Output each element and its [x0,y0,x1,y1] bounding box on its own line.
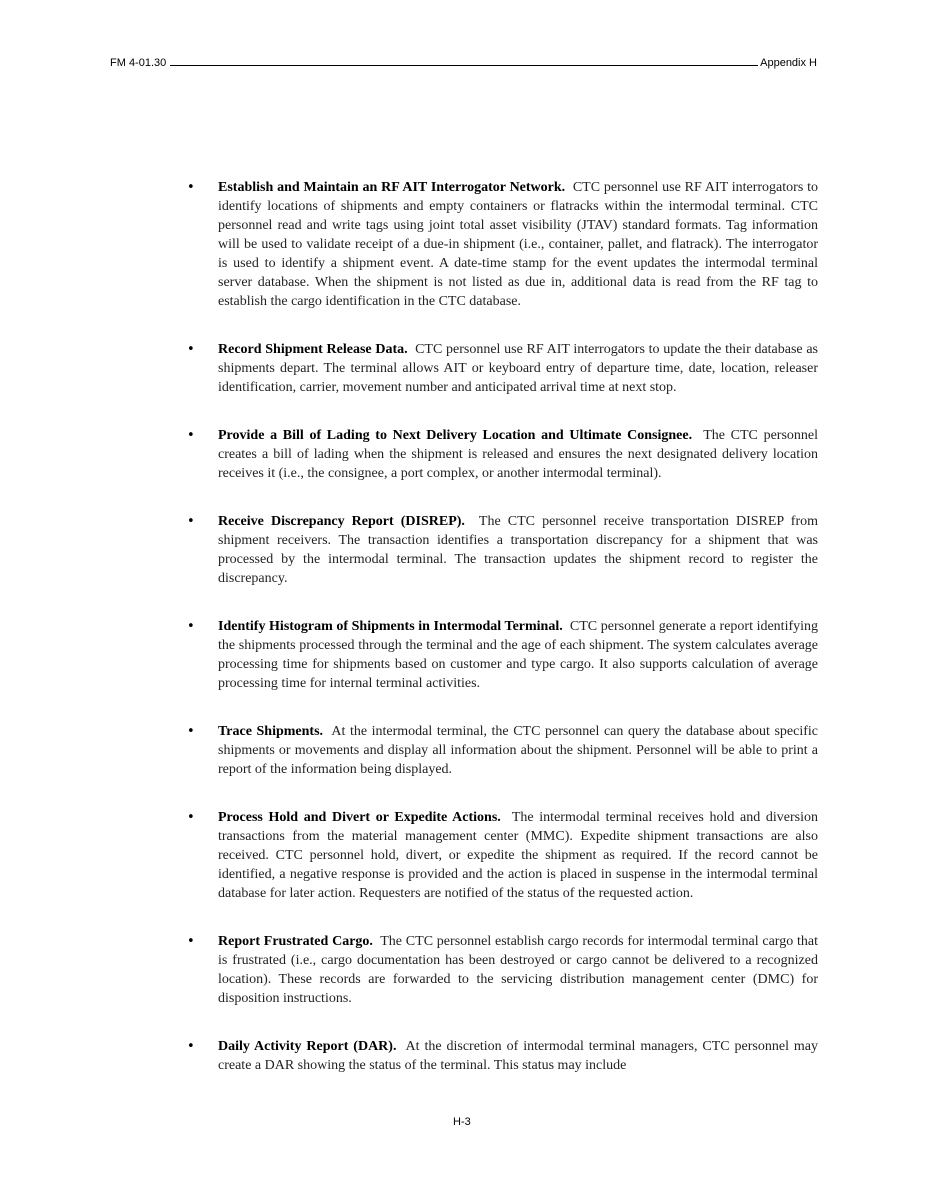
item-title: Identify Histogram of Shipments in Intermodal Terminal. [218,619,563,634]
page-number: H-3 [453,1116,471,1128]
item-body: At the discretion of intermodal terminal managers, CTC personnel may create a DAR showing the status of the terminal. This status may include [218,1039,818,1073]
item-body: The CTC personnel establish cargo records for intermodal terminal cargo that is frustrated (i.e., cargo documentation has been destroyed or cargo cannot be delivered to a recognized location). These records are forwarded to the servicing distribution management center (DMC) for disposition instructions. [218,934,818,1006]
header-rule [170,65,758,66]
item-title: Process Hold and Divert or Expedite Actions. [218,810,501,825]
item-body: The CTC personnel receive transportation DISREP from shipment receivers. The transaction identifies a transportation discrepancy for a shipment that was processed by the intermodal terminal. The transaction updates the shipment record to register the discrepancy. [218,514,819,586]
item-body: The CTC personnel creates a bill of lading when the shipment is released and ensures the next designated delivery location receives it (i.e., the consignee, a port complex, or another intermodal terminal). [218,428,819,481]
list-item [218,722,818,779]
item-body: CTC personnel use RF AIT interrogators to identify locations of shipments and empty containers or flatracks within the intermodal terminal. CTC personnel read and write tags using joint total asset visibility (JTAV) standard formats. Tag information will be used to validate receipt of a due-in shipment (i.e., container, pallet, and flatrack). The interrogator is used to identify a shipment event. A date-time stamp for the event updates the intermodal terminal server database. When the shipment is not listed as due in, additional data is read from the RF tag to establish the cargo identification in the CTC database. [218,180,818,309]
list-item [218,426,818,483]
list-item [218,617,818,693]
item-body: The intermodal terminal receives hold and diversion transactions from the material management center (MMC). Expedite shipment transactions are also received. CTC personnel hold, divert, or expedite the shipment as required. If the record cannot be identified, a negative response is provided and the action is placed in suspense in the intermodal terminal database for later action. Requesters are notified of the status of the requested action. [218,810,818,901]
item-title: Trace Shipments. [218,724,324,739]
item-title: Provide a Bill of Lading to Next Delivery Location and Ultimate Consignee. [218,428,693,443]
list-item [218,1037,818,1075]
item-title: Daily Activity Report (DAR). [218,1039,397,1054]
item-title: Establish and Maintain an RF AIT Interrogator Network. [218,180,566,195]
bullet-list [218,178,818,1104]
page-header [110,53,817,69]
list-item [218,178,818,311]
item-body: At the intermodal terminal, the CTC personnel can query the database about specific shipments or movements and display all information about the shipment. Personnel will be able to print a report of the information being displayed. [218,724,818,777]
list-item [218,512,818,588]
list-item [218,340,818,397]
item-body: CTC personnel use RF AIT interrogators to update the their database as shipments depart. The terminal allows AIT or keyboard entry of departure time, date, location, releaser identification, carrier, movement number and anticipated arrival time at next stop. [218,342,819,395]
header-appendix: Appendix H [760,57,817,69]
item-body: CTC personnel generate a report identifying the shipments processed through the terminal and the age of each shipment. The system calculates average processing time for shipments based on customer and type cargo. It also supports calculation of average processing time for internal terminal activities. [218,619,819,691]
header-document-id: FM 4-01.30 [110,57,167,69]
item-title: Report Frustrated Cargo. [218,934,373,949]
item-title: Receive Discrepancy Report (DISREP). [218,514,465,529]
item-title: Record Shipment Release Data. [218,342,408,357]
list-item [218,932,818,1008]
list-item [218,808,818,903]
